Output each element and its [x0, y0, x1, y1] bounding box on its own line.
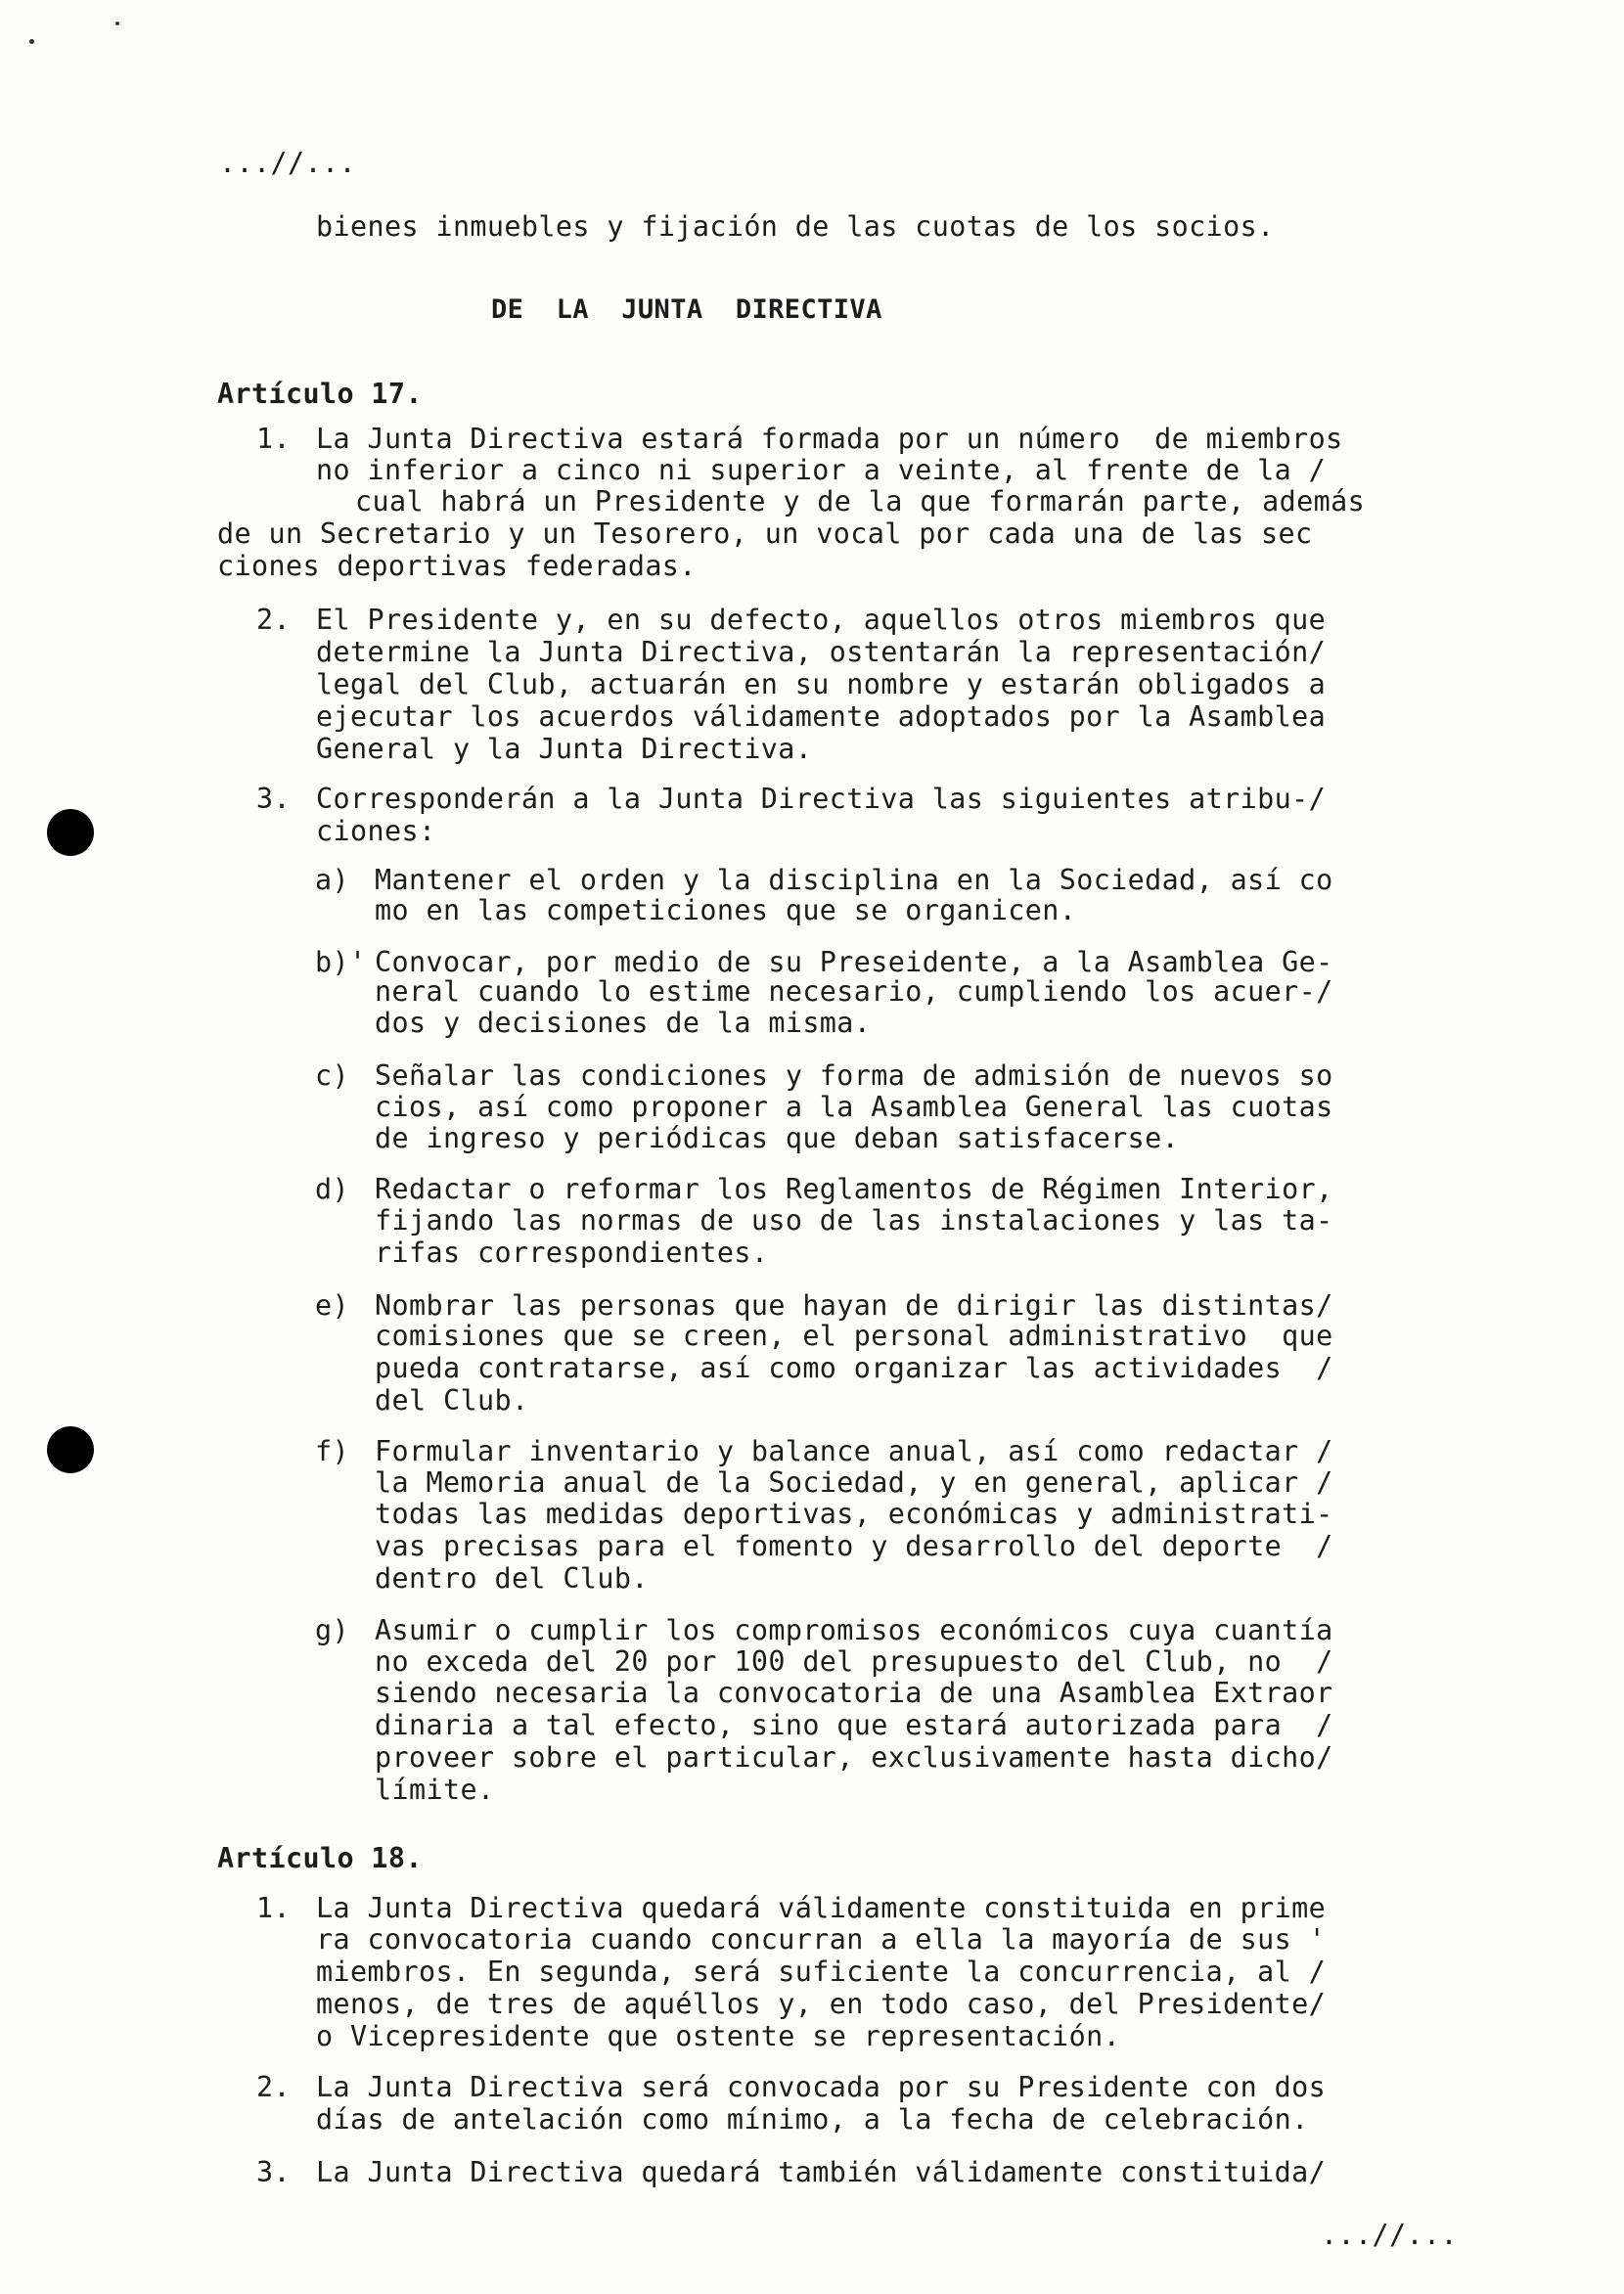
subitem-g-line: límite.	[375, 1774, 495, 1806]
article-18-heading: Artículo 18.	[217, 1842, 423, 1874]
article-17-item-1-line: no inferior a cinco ni superior a veinte, al frente de la /	[316, 454, 1327, 486]
continuation-marker-bottom: ...//...	[1321, 2219, 1458, 2251]
punch-hole-upper	[47, 809, 94, 856]
subitem-f-line: vas precisas para el fomento y desarrollo del deporte /	[375, 1530, 1333, 1562]
article-18-item-3-number: 3.	[256, 2156, 291, 2188]
continuation-marker-top: ...//...	[219, 147, 356, 179]
article-17-item-3-line: Corresponderán a la Junta Directiva las siguientes atribu-/	[316, 783, 1327, 815]
article-17-item-2-line: General y la Junta Directiva.	[316, 733, 813, 765]
page-speck	[115, 22, 119, 25]
subitem-f-line: todas las medidas deportivas, económicas y administrati-	[375, 1498, 1333, 1530]
page-speck	[29, 39, 34, 44]
article-18-item-2-line: días de antelación como mínimo, a la fecha de celebración.	[316, 2103, 1309, 2136]
article-17-item-1-line: ciones deportivas federadas.	[217, 550, 697, 582]
section-title: DE LA JUNTA DIRECTIVA	[491, 294, 882, 325]
subitem-b-letter: b)'	[315, 946, 367, 978]
subitem-c-line: Señalar las condiciones y forma de admisión de nuevos so	[375, 1059, 1333, 1092]
subitem-b-line: Convocar, por medio de su Preseidente, a la Asamblea Ge-	[375, 946, 1333, 978]
subitem-d-line: fijando las normas de uso de las instalaciones y las ta-	[375, 1204, 1333, 1237]
punch-hole-lower	[47, 1426, 94, 1473]
article-18-item-3-line: La Junta Directiva quedará también válidamente constituida/	[316, 2156, 1327, 2188]
subitem-g-line: proveer sobre el particular, exclusivamente hasta dicho/	[375, 1741, 1333, 1774]
subitem-g-line: no exceda del 20 por 100 del presupuesto del Club, no /	[375, 1645, 1333, 1678]
intro-line: bienes inmuebles y fijación de las cuotas de los socios.	[316, 210, 1275, 243]
article-17-item-3-number: 3.	[256, 783, 291, 815]
article-18-item-1-line: La Junta Directiva quedará válidamente constituida en prime	[316, 1892, 1327, 1924]
article-18-item-1-number: 1.	[256, 1892, 291, 1924]
subitem-e-line: del Club.	[375, 1384, 529, 1417]
subitem-b-line: dos y decisiones de la misma.	[375, 1007, 872, 1039]
article-18-item-2-line: La Junta Directiva será convocada por su Presidente con dos	[316, 2071, 1327, 2103]
article-17-item-3-line: ciones:	[316, 815, 436, 847]
subitem-e-line: pueda contratarse, así como organizar las actividades /	[375, 1352, 1333, 1384]
article-17-item-1-line: cual habrá un Presidente y de la que formarán parte, además	[355, 485, 1366, 517]
article-18-item-1-line: o Vicepresidente que ostente se representación.	[316, 2020, 1121, 2052]
subitem-c-line: de ingreso y periódicas que deban satisfacerse.	[375, 1122, 1180, 1154]
article-17-item-2-line: legal del Club, actuarán en su nombre y estarán obligados a	[316, 668, 1327, 700]
subitem-f-line: Formular inventario y balance anual, así como redactar /	[375, 1435, 1333, 1467]
article-17-item-1-number: 1.	[256, 423, 291, 455]
subitem-f-line: la Memoria anual de la Sociedad, y en general, aplicar /	[375, 1466, 1333, 1499]
article-17-heading: Artículo 17.	[217, 378, 423, 410]
article-18-item-1-line: menos, de tres de aquéllos y, en todo caso, del Presidente/	[316, 1988, 1327, 2020]
subitem-e-line: Nombrar las personas que hayan de dirigir las distintas/	[375, 1289, 1333, 1322]
subitem-a-line: Mantener el orden y la disciplina en la Sociedad, así co	[375, 864, 1333, 896]
article-18-item-2-number: 2.	[256, 2071, 291, 2103]
subitem-c-letter: c)	[315, 1059, 349, 1092]
subitem-g-line: Asumir o cumplir los compromisos económicos cuya cuantía	[375, 1614, 1333, 1646]
subitem-f-letter: f)	[315, 1435, 349, 1467]
article-17-item-1-line: La Junta Directiva estará formada por un número de miembros	[316, 423, 1343, 455]
subitem-b-line: neral cuando lo estime necesario, cumpliendo los acuer-/	[375, 975, 1333, 1008]
subitem-g-line: siendo necesaria la convocatoria de una Asamblea Extraor	[375, 1677, 1333, 1709]
subitem-e-line: comisiones que se creen, el personal administrativo que	[375, 1320, 1333, 1352]
subitem-a-line: mo en las competiciones que se organicen.	[375, 894, 1077, 926]
article-17-item-2-line: ejecutar los acuerdos válidamente adoptados por la Asamblea	[316, 700, 1327, 733]
subitem-d-line: rifas correspondientes.	[375, 1237, 769, 1269]
subitem-e-letter: e)	[315, 1289, 349, 1322]
article-18-item-1-line: ra convocatoria cuando concurran a ella la mayoría de sus '	[316, 1923, 1327, 1956]
subitem-g-line: dinaria a tal efecto, sino que estará autorizada para /	[375, 1709, 1333, 1741]
article-18-item-1-line: miembros. En segunda, será suficiente la concurrencia, al /	[316, 1956, 1327, 1988]
subitem-d-letter: d)	[315, 1173, 349, 1205]
article-17-item-2-line: El Presidente y, en su defecto, aquellos otros miembros que	[316, 604, 1327, 636]
article-17-item-1-line: de un Secretario y un Tesorero, un vocal por cada una de las sec	[217, 517, 1313, 550]
subitem-g-letter: g)	[315, 1614, 349, 1646]
article-17-item-2-number: 2.	[256, 604, 291, 636]
subitem-d-line: Redactar o reformar los Reglamentos de Régimen Interior,	[375, 1173, 1333, 1205]
article-17-item-2-line: determine la Junta Directiva, ostentarán la representación/	[316, 636, 1327, 668]
subitem-c-line: cios, así como proponer a la Asamblea General las cuotas	[375, 1091, 1333, 1123]
subitem-f-line: dentro del Club.	[375, 1562, 649, 1595]
subitem-a-letter: a)	[315, 864, 349, 896]
